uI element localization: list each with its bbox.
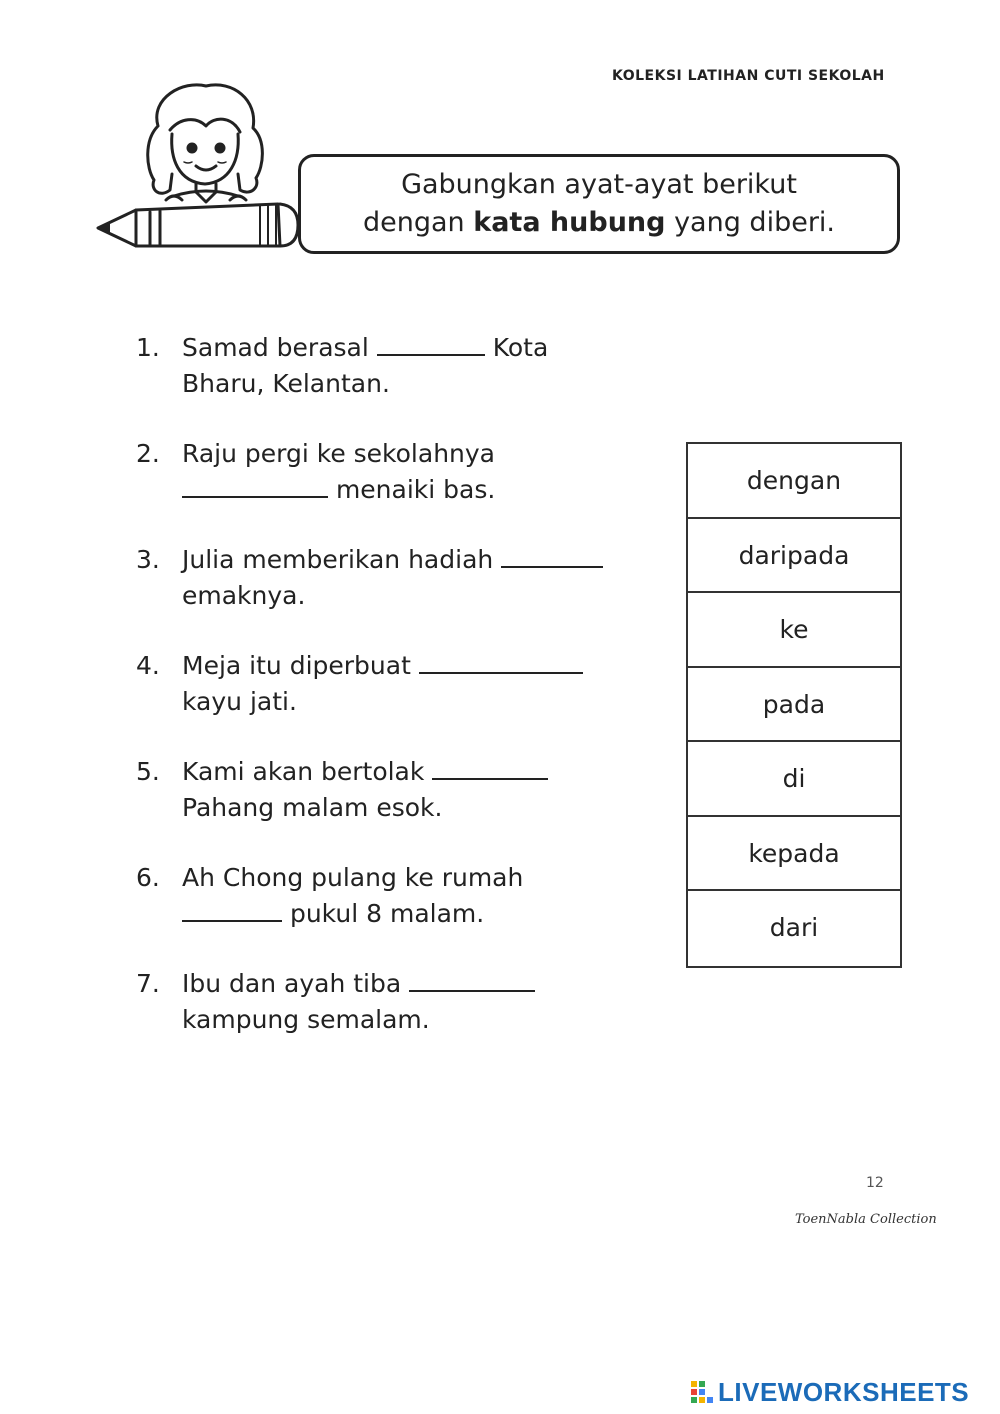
question-7 (136, 966, 656, 1041)
question-4 (136, 648, 656, 723)
word-bank (686, 442, 902, 968)
question-line: Bharu, Kelantan. (182, 369, 390, 398)
instruction-line-1: Gabungkan ayat-ayat berikut (401, 169, 797, 200)
question-text: Ibu dan ayah tiba (182, 969, 402, 998)
question-line: Raju pergi ke sekolahnya (182, 439, 496, 468)
question-text: Kota (492, 333, 549, 362)
word-bank-item[interactable]: kepada (688, 817, 900, 892)
question-line: Pahang malam esok. (182, 793, 443, 822)
word-bank-item[interactable]: ke (688, 593, 900, 668)
answer-blank-1[interactable] (377, 330, 485, 356)
question-text: Julia memberikan hadiah (182, 545, 494, 574)
answer-blank-3[interactable] (501, 542, 603, 568)
question-line: kayu jati. (182, 687, 297, 716)
instruction-keyword: kata hubung (473, 207, 666, 238)
question-number: 1. (136, 333, 160, 362)
answer-blank-2[interactable] (182, 472, 328, 498)
girl-pencil-illustration (88, 78, 308, 263)
question-line (182, 542, 603, 578)
question-text: Samad berasal (182, 333, 369, 362)
word-bank-item[interactable]: dengan (688, 444, 900, 519)
question-text: menaiki bas. (335, 475, 496, 504)
page-number: 12 (866, 1175, 884, 1191)
question-number: 4. (136, 651, 160, 680)
word-bank-item[interactable]: pada (688, 668, 900, 743)
answer-blank-7[interactable] (409, 966, 535, 992)
liveworksheets-brand[interactable] (690, 1374, 969, 1410)
instruction-line-2-start: dengan (362, 207, 474, 238)
word-bank-item[interactable]: daripada (688, 519, 900, 594)
question-line (182, 472, 495, 508)
question-line: Ah Chong pulang ke rumah (182, 863, 524, 892)
question-line (182, 966, 535, 1002)
question-line: kampung semalam. (182, 1005, 430, 1034)
brand-name: LIVEWORKSHEETS (718, 1376, 970, 1407)
question-text: pukul 8 malam. (289, 899, 485, 928)
question-2 (136, 436, 656, 511)
instruction-line-2 (363, 204, 835, 242)
instruction-box (298, 154, 900, 254)
collection-header: KOLEKSI LATIHAN CUTI SEKOLAH (612, 68, 885, 84)
question-line (182, 754, 548, 790)
question-line (182, 330, 548, 366)
question-5 (136, 754, 656, 829)
question-number: 2. (136, 439, 160, 468)
question-number: 5. (136, 757, 160, 786)
question-text: Kami akan bertolak (182, 757, 425, 786)
question-3 (136, 542, 676, 617)
answer-blank-6[interactable] (182, 896, 282, 922)
word-bank-item[interactable]: di (688, 742, 900, 817)
question-6 (136, 860, 656, 935)
question-text: Meja itu diperbuat (182, 651, 411, 680)
liveworksheets-logo-icon (690, 1380, 714, 1404)
instruction-line-2-end: yang diberi. (665, 207, 835, 238)
collection-credit: ToenNabla Collection (795, 1212, 937, 1227)
question-1 (136, 330, 656, 405)
question-number: 3. (136, 545, 160, 574)
answer-blank-5[interactable] (432, 754, 548, 780)
answer-blank-4[interactable] (419, 648, 583, 674)
question-number: 7. (136, 969, 160, 998)
question-number: 6. (136, 863, 160, 892)
question-line (182, 896, 484, 932)
word-bank-item[interactable]: dari (769, 913, 819, 942)
question-line: emaknya. (182, 581, 306, 610)
question-line (182, 648, 583, 684)
